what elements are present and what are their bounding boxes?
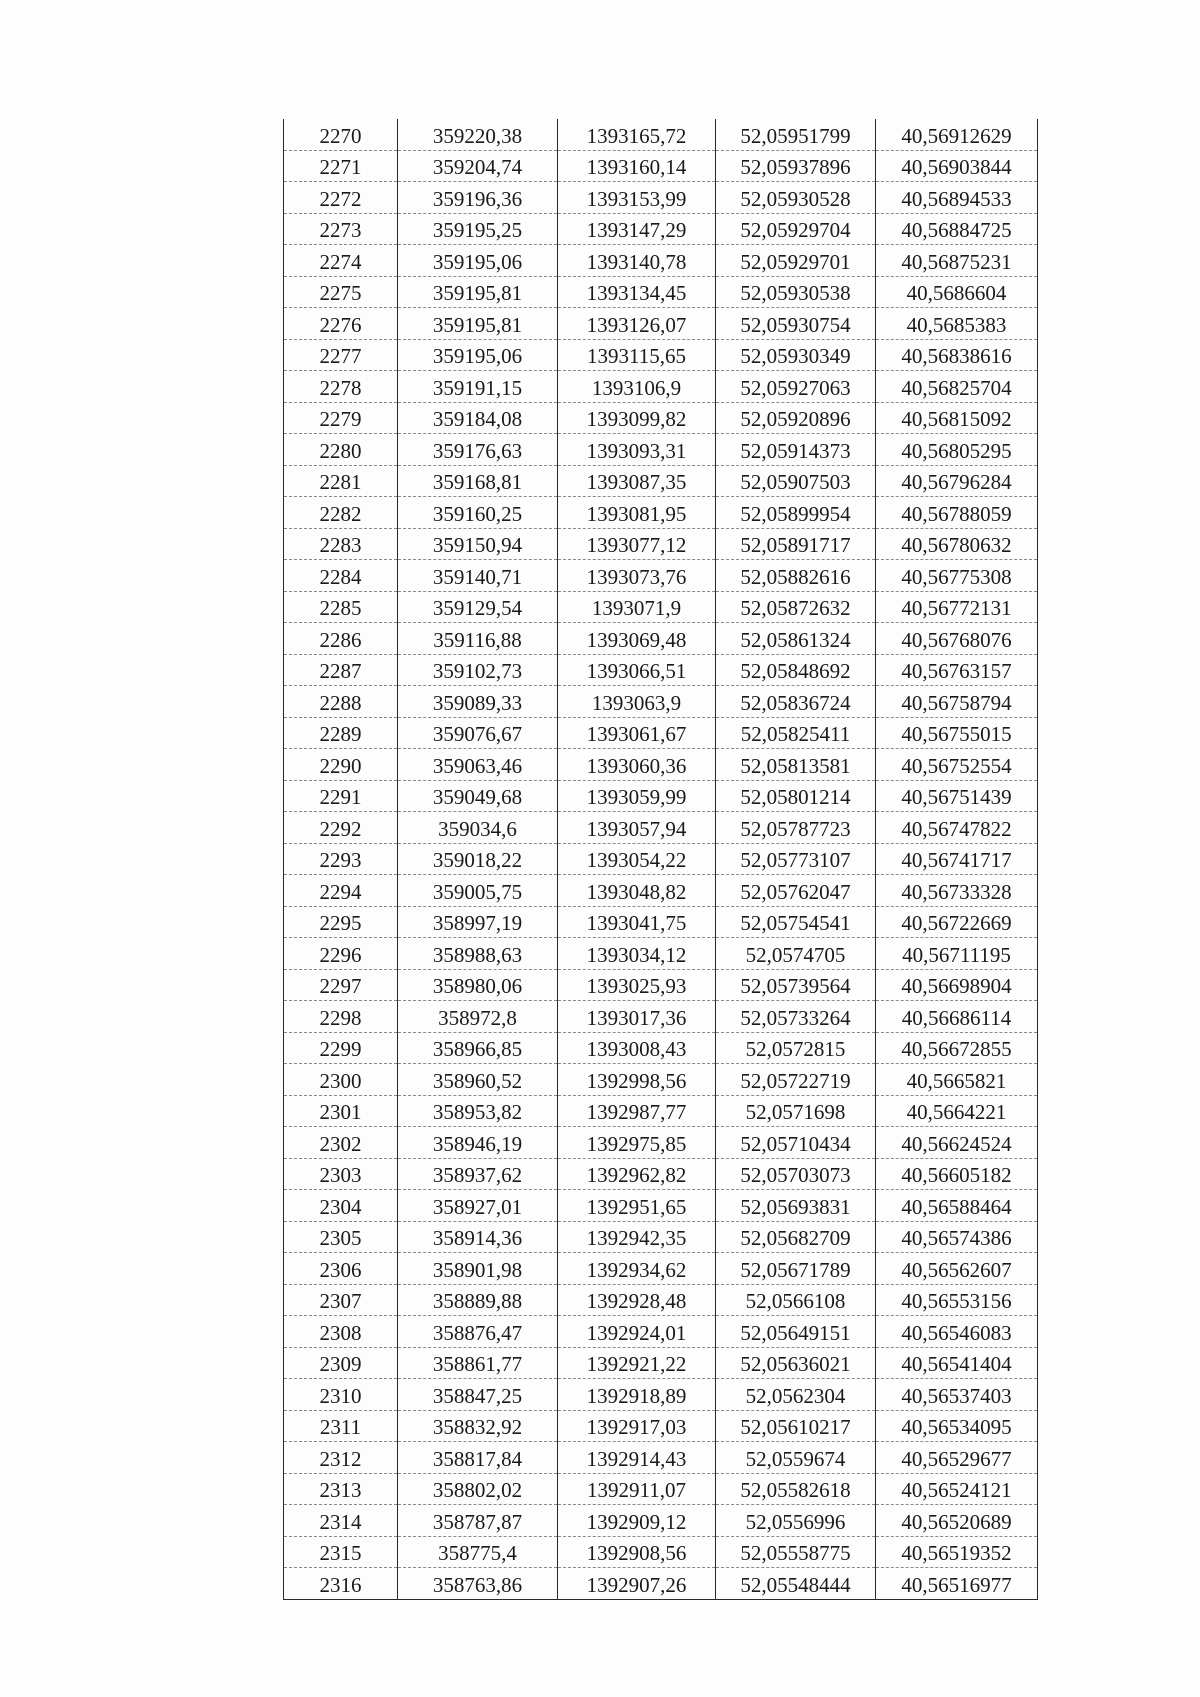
table-row	[284, 1536, 1038, 1568]
y-coordinate-cell: 1393153,99	[558, 182, 716, 214]
table-row	[284, 654, 1038, 686]
point-number-cell: 2312	[284, 1442, 398, 1474]
table-row	[284, 1410, 1038, 1442]
point-number-cell: 2281	[284, 465, 398, 497]
y-coordinate-cell: 1393077,12	[558, 528, 716, 560]
table-row	[284, 1442, 1038, 1474]
table-row	[284, 623, 1038, 655]
x-coordinate-cell: 358966,85	[398, 1032, 558, 1064]
x-coordinate-cell: 358847,25	[398, 1379, 558, 1411]
y-coordinate-cell: 1392914,43	[558, 1442, 716, 1474]
x-coordinate-cell: 359168,81	[398, 465, 558, 497]
latitude-cell: 52,05861324	[716, 623, 876, 655]
x-coordinate-cell: 359195,06	[398, 245, 558, 277]
point-number-cell: 2274	[284, 245, 398, 277]
point-number-cell: 2303	[284, 1158, 398, 1190]
point-number-cell: 2285	[284, 591, 398, 623]
table-row	[284, 1064, 1038, 1096]
latitude-cell: 52,05582618	[716, 1473, 876, 1505]
table-row	[284, 1379, 1038, 1411]
longitude-cell: 40,56541404	[876, 1347, 1038, 1379]
longitude-cell: 40,56747822	[876, 812, 1038, 844]
y-coordinate-cell: 1393066,51	[558, 654, 716, 686]
latitude-cell: 52,05636021	[716, 1347, 876, 1379]
longitude-cell: 40,56672855	[876, 1032, 1038, 1064]
point-number-cell: 2273	[284, 213, 398, 245]
y-coordinate-cell: 1393069,48	[558, 623, 716, 655]
table-row	[284, 906, 1038, 938]
longitude-cell: 40,5664221	[876, 1095, 1038, 1127]
table-row	[284, 182, 1038, 214]
point-number-cell: 2298	[284, 1001, 398, 1033]
table-row	[284, 1190, 1038, 1222]
point-number-cell: 2309	[284, 1347, 398, 1379]
point-number-cell: 2290	[284, 749, 398, 781]
x-coordinate-cell: 359204,74	[398, 150, 558, 182]
latitude-cell: 52,05930538	[716, 276, 876, 308]
longitude-cell: 40,5665821	[876, 1064, 1038, 1096]
latitude-cell: 52,05739564	[716, 969, 876, 1001]
table-row	[284, 749, 1038, 781]
x-coordinate-cell: 358901,98	[398, 1253, 558, 1285]
table-row	[284, 1568, 1038, 1600]
latitude-cell: 52,05813581	[716, 749, 876, 781]
point-number-cell: 2308	[284, 1316, 398, 1348]
longitude-cell: 40,56553156	[876, 1284, 1038, 1316]
table-row	[284, 843, 1038, 875]
latitude-cell: 52,0574705	[716, 938, 876, 970]
x-coordinate-cell: 359116,88	[398, 623, 558, 655]
latitude-cell: 52,05907503	[716, 465, 876, 497]
table-row	[284, 434, 1038, 466]
x-coordinate-cell: 358889,88	[398, 1284, 558, 1316]
x-coordinate-cell: 359195,81	[398, 276, 558, 308]
point-number-cell: 2292	[284, 812, 398, 844]
y-coordinate-cell: 1393025,93	[558, 969, 716, 1001]
x-coordinate-cell: 359150,94	[398, 528, 558, 560]
table-row	[284, 560, 1038, 592]
point-number-cell: 2294	[284, 875, 398, 907]
latitude-cell: 52,05548444	[716, 1568, 876, 1600]
table-row	[284, 1127, 1038, 1159]
point-number-cell: 2306	[284, 1253, 398, 1285]
latitude-cell: 52,05801214	[716, 780, 876, 812]
x-coordinate-cell: 358802,02	[398, 1473, 558, 1505]
longitude-cell: 40,56825704	[876, 371, 1038, 403]
latitude-cell: 52,05787723	[716, 812, 876, 844]
y-coordinate-cell: 1392909,12	[558, 1505, 716, 1537]
latitude-cell: 52,05930349	[716, 339, 876, 371]
y-coordinate-cell: 1393106,9	[558, 371, 716, 403]
x-coordinate-cell: 358953,82	[398, 1095, 558, 1127]
x-coordinate-cell: 358960,52	[398, 1064, 558, 1096]
y-coordinate-cell: 1393059,99	[558, 780, 716, 812]
table-row	[284, 465, 1038, 497]
longitude-cell: 40,56733328	[876, 875, 1038, 907]
table-row	[284, 1221, 1038, 1253]
latitude-cell: 52,05710434	[716, 1127, 876, 1159]
y-coordinate-cell: 1392942,35	[558, 1221, 716, 1253]
longitude-cell: 40,56741717	[876, 843, 1038, 875]
latitude-cell: 52,05762047	[716, 875, 876, 907]
latitude-cell: 52,05951799	[716, 119, 876, 150]
point-number-cell: 2301	[284, 1095, 398, 1127]
x-coordinate-cell: 358763,86	[398, 1568, 558, 1600]
latitude-cell: 52,05649151	[716, 1316, 876, 1348]
y-coordinate-cell: 1392928,48	[558, 1284, 716, 1316]
table-row	[284, 812, 1038, 844]
point-number-cell: 2305	[284, 1221, 398, 1253]
y-coordinate-cell: 1393041,75	[558, 906, 716, 938]
point-number-cell: 2287	[284, 654, 398, 686]
point-number-cell: 2271	[284, 150, 398, 182]
x-coordinate-cell: 358775,4	[398, 1536, 558, 1568]
table-row	[284, 119, 1038, 150]
x-coordinate-cell: 359049,68	[398, 780, 558, 812]
longitude-cell: 40,56763157	[876, 654, 1038, 686]
point-number-cell: 2275	[284, 276, 398, 308]
table-row	[284, 213, 1038, 245]
longitude-cell: 40,56758794	[876, 686, 1038, 718]
y-coordinate-cell: 1393115,65	[558, 339, 716, 371]
latitude-cell: 52,05914373	[716, 434, 876, 466]
longitude-cell: 40,56516977	[876, 1568, 1038, 1600]
latitude-cell: 52,05733264	[716, 1001, 876, 1033]
y-coordinate-cell: 1393087,35	[558, 465, 716, 497]
x-coordinate-cell: 358946,19	[398, 1127, 558, 1159]
latitude-cell: 52,05891717	[716, 528, 876, 560]
table-row	[284, 276, 1038, 308]
latitude-cell: 52,0572815	[716, 1032, 876, 1064]
y-coordinate-cell: 1393073,76	[558, 560, 716, 592]
table-row	[284, 1158, 1038, 1190]
x-coordinate-cell: 358787,87	[398, 1505, 558, 1537]
x-coordinate-cell: 359063,46	[398, 749, 558, 781]
x-coordinate-cell: 358861,77	[398, 1347, 558, 1379]
point-number-cell: 2293	[284, 843, 398, 875]
y-coordinate-cell: 1392998,56	[558, 1064, 716, 1096]
y-coordinate-cell: 1393017,36	[558, 1001, 716, 1033]
longitude-cell: 40,56775308	[876, 560, 1038, 592]
latitude-cell: 52,0566108	[716, 1284, 876, 1316]
y-coordinate-cell: 1393034,12	[558, 938, 716, 970]
longitude-cell: 40,56686114	[876, 1001, 1038, 1033]
longitude-cell: 40,56605182	[876, 1158, 1038, 1190]
longitude-cell: 40,56524121	[876, 1473, 1038, 1505]
latitude-cell: 52,05825411	[716, 717, 876, 749]
table-row	[284, 1473, 1038, 1505]
longitude-cell: 40,56698904	[876, 969, 1038, 1001]
latitude-cell: 52,05930754	[716, 308, 876, 340]
x-coordinate-cell: 359184,08	[398, 402, 558, 434]
table-row	[284, 780, 1038, 812]
table-row	[284, 1284, 1038, 1316]
longitude-cell: 40,56796284	[876, 465, 1038, 497]
y-coordinate-cell: 1393071,9	[558, 591, 716, 623]
latitude-cell: 52,05671789	[716, 1253, 876, 1285]
y-coordinate-cell: 1393057,94	[558, 812, 716, 844]
latitude-cell: 52,0556996	[716, 1505, 876, 1537]
longitude-cell: 40,56529677	[876, 1442, 1038, 1474]
point-number-cell: 2282	[284, 497, 398, 529]
y-coordinate-cell: 1393061,67	[558, 717, 716, 749]
y-coordinate-cell: 1392962,82	[558, 1158, 716, 1190]
longitude-cell: 40,56588464	[876, 1190, 1038, 1222]
x-coordinate-cell: 358876,47	[398, 1316, 558, 1348]
longitude-cell: 40,56624524	[876, 1127, 1038, 1159]
table-row	[284, 339, 1038, 371]
x-coordinate-cell: 359195,81	[398, 308, 558, 340]
x-coordinate-cell: 359018,22	[398, 843, 558, 875]
y-coordinate-cell: 1393063,9	[558, 686, 716, 718]
point-number-cell: 2289	[284, 717, 398, 749]
point-number-cell: 2279	[284, 402, 398, 434]
x-coordinate-cell: 359176,63	[398, 434, 558, 466]
point-number-cell: 2311	[284, 1410, 398, 1442]
point-number-cell: 2296	[284, 938, 398, 970]
y-coordinate-cell: 1392911,07	[558, 1473, 716, 1505]
x-coordinate-cell: 359140,71	[398, 560, 558, 592]
longitude-cell: 40,56912629	[876, 119, 1038, 150]
latitude-cell: 52,05836724	[716, 686, 876, 718]
latitude-cell: 52,0559674	[716, 1442, 876, 1474]
table-row	[284, 150, 1038, 182]
point-number-cell: 2278	[284, 371, 398, 403]
point-number-cell: 2291	[284, 780, 398, 812]
x-coordinate-cell: 358914,36	[398, 1221, 558, 1253]
latitude-cell: 52,05773107	[716, 843, 876, 875]
table-row	[284, 1253, 1038, 1285]
latitude-cell: 52,05929704	[716, 213, 876, 245]
longitude-cell: 40,5686604	[876, 276, 1038, 308]
y-coordinate-cell: 1393060,36	[558, 749, 716, 781]
y-coordinate-cell: 1393126,07	[558, 308, 716, 340]
point-number-cell: 2295	[284, 906, 398, 938]
y-coordinate-cell: 1392917,03	[558, 1410, 716, 1442]
coordinates-table	[283, 119, 1038, 1600]
point-number-cell: 2272	[284, 182, 398, 214]
x-coordinate-cell: 358997,19	[398, 906, 558, 938]
longitude-cell: 40,56751439	[876, 780, 1038, 812]
x-coordinate-cell: 359196,36	[398, 182, 558, 214]
y-coordinate-cell: 1392934,62	[558, 1253, 716, 1285]
x-coordinate-cell: 358980,06	[398, 969, 558, 1001]
latitude-cell: 52,05882616	[716, 560, 876, 592]
point-number-cell: 2304	[284, 1190, 398, 1222]
latitude-cell: 52,05872632	[716, 591, 876, 623]
longitude-cell: 40,5685383	[876, 308, 1038, 340]
latitude-cell: 52,05937896	[716, 150, 876, 182]
x-coordinate-cell: 358817,84	[398, 1442, 558, 1474]
longitude-cell: 40,56574386	[876, 1221, 1038, 1253]
longitude-cell: 40,56894533	[876, 182, 1038, 214]
point-number-cell: 2313	[284, 1473, 398, 1505]
latitude-cell: 52,05682709	[716, 1221, 876, 1253]
y-coordinate-cell: 1392908,56	[558, 1536, 716, 1568]
y-coordinate-cell: 1393160,14	[558, 150, 716, 182]
longitude-cell: 40,56519352	[876, 1536, 1038, 1568]
y-coordinate-cell: 1393147,29	[558, 213, 716, 245]
latitude-cell: 52,05920896	[716, 402, 876, 434]
table-row	[284, 308, 1038, 340]
table-row	[284, 1347, 1038, 1379]
latitude-cell: 52,0562304	[716, 1379, 876, 1411]
y-coordinate-cell: 1393048,82	[558, 875, 716, 907]
latitude-cell: 52,05693831	[716, 1190, 876, 1222]
y-coordinate-cell: 1392951,65	[558, 1190, 716, 1222]
table-row	[284, 1316, 1038, 1348]
y-coordinate-cell: 1393099,82	[558, 402, 716, 434]
x-coordinate-cell: 358937,62	[398, 1158, 558, 1190]
latitude-cell: 52,0571698	[716, 1095, 876, 1127]
longitude-cell: 40,56546083	[876, 1316, 1038, 1348]
x-coordinate-cell: 358988,63	[398, 938, 558, 970]
point-number-cell: 2316	[284, 1568, 398, 1600]
latitude-cell: 52,05848692	[716, 654, 876, 686]
x-coordinate-cell: 359220,38	[398, 119, 558, 150]
longitude-cell: 40,56722669	[876, 906, 1038, 938]
point-number-cell: 2283	[284, 528, 398, 560]
table-row	[284, 1095, 1038, 1127]
x-coordinate-cell: 358927,01	[398, 1190, 558, 1222]
table-row	[284, 969, 1038, 1001]
point-number-cell: 2277	[284, 339, 398, 371]
table-row	[284, 686, 1038, 718]
y-coordinate-cell: 1392921,22	[558, 1347, 716, 1379]
x-coordinate-cell: 358832,92	[398, 1410, 558, 1442]
x-coordinate-cell: 359195,06	[398, 339, 558, 371]
y-coordinate-cell: 1393134,45	[558, 276, 716, 308]
latitude-cell: 52,05927063	[716, 371, 876, 403]
longitude-cell: 40,56875231	[876, 245, 1038, 277]
y-coordinate-cell: 1392918,89	[558, 1379, 716, 1411]
x-coordinate-cell: 359191,15	[398, 371, 558, 403]
table-row	[284, 717, 1038, 749]
longitude-cell: 40,56780632	[876, 528, 1038, 560]
longitude-cell: 40,56537403	[876, 1379, 1038, 1411]
latitude-cell: 52,05703073	[716, 1158, 876, 1190]
point-number-cell: 2300	[284, 1064, 398, 1096]
longitude-cell: 40,56772131	[876, 591, 1038, 623]
longitude-cell: 40,56562607	[876, 1253, 1038, 1285]
y-coordinate-cell: 1393140,78	[558, 245, 716, 277]
x-coordinate-cell: 359089,33	[398, 686, 558, 718]
point-number-cell: 2288	[284, 686, 398, 718]
point-number-cell: 2280	[284, 434, 398, 466]
longitude-cell: 40,56805295	[876, 434, 1038, 466]
table-row	[284, 528, 1038, 560]
point-number-cell: 2299	[284, 1032, 398, 1064]
table-row	[284, 371, 1038, 403]
y-coordinate-cell: 1393054,22	[558, 843, 716, 875]
table-row	[284, 402, 1038, 434]
point-number-cell: 2297	[284, 969, 398, 1001]
y-coordinate-cell: 1392987,77	[558, 1095, 716, 1127]
table-row	[284, 938, 1038, 970]
y-coordinate-cell: 1393165,72	[558, 119, 716, 150]
x-coordinate-cell: 359102,73	[398, 654, 558, 686]
longitude-cell: 40,56768076	[876, 623, 1038, 655]
x-coordinate-cell: 359005,75	[398, 875, 558, 907]
table-row	[284, 875, 1038, 907]
point-number-cell: 2276	[284, 308, 398, 340]
y-coordinate-cell: 1392924,01	[558, 1316, 716, 1348]
x-coordinate-cell: 359160,25	[398, 497, 558, 529]
point-number-cell: 2270	[284, 119, 398, 150]
x-coordinate-cell: 359076,67	[398, 717, 558, 749]
longitude-cell: 40,56534095	[876, 1410, 1038, 1442]
point-number-cell: 2310	[284, 1379, 398, 1411]
y-coordinate-cell: 1393093,31	[558, 434, 716, 466]
table-row	[284, 1032, 1038, 1064]
x-coordinate-cell: 359034,6	[398, 812, 558, 844]
latitude-cell: 52,05722719	[716, 1064, 876, 1096]
longitude-cell: 40,56903844	[876, 150, 1038, 182]
x-coordinate-cell: 358972,8	[398, 1001, 558, 1033]
x-coordinate-cell: 359195,25	[398, 213, 558, 245]
point-number-cell: 2307	[284, 1284, 398, 1316]
point-number-cell: 2302	[284, 1127, 398, 1159]
table-row	[284, 1001, 1038, 1033]
point-number-cell: 2314	[284, 1505, 398, 1537]
y-coordinate-cell: 1392907,26	[558, 1568, 716, 1600]
table-row	[284, 497, 1038, 529]
coordinates-table-body	[284, 119, 1038, 1599]
table-row	[284, 1505, 1038, 1537]
y-coordinate-cell: 1392975,85	[558, 1127, 716, 1159]
x-coordinate-cell: 359129,54	[398, 591, 558, 623]
longitude-cell: 40,56838616	[876, 339, 1038, 371]
point-number-cell: 2284	[284, 560, 398, 592]
table-row	[284, 591, 1038, 623]
table-row	[284, 245, 1038, 277]
latitude-cell: 52,05929701	[716, 245, 876, 277]
latitude-cell: 52,05610217	[716, 1410, 876, 1442]
latitude-cell: 52,05899954	[716, 497, 876, 529]
y-coordinate-cell: 1393081,95	[558, 497, 716, 529]
longitude-cell: 40,56711195	[876, 938, 1038, 970]
longitude-cell: 40,56752554	[876, 749, 1038, 781]
latitude-cell: 52,05558775	[716, 1536, 876, 1568]
longitude-cell: 40,56788059	[876, 497, 1038, 529]
point-number-cell: 2286	[284, 623, 398, 655]
y-coordinate-cell: 1393008,43	[558, 1032, 716, 1064]
longitude-cell: 40,56755015	[876, 717, 1038, 749]
latitude-cell: 52,05754541	[716, 906, 876, 938]
longitude-cell: 40,56884725	[876, 213, 1038, 245]
longitude-cell: 40,56520689	[876, 1505, 1038, 1537]
longitude-cell: 40,56815092	[876, 402, 1038, 434]
latitude-cell: 52,05930528	[716, 182, 876, 214]
point-number-cell: 2315	[284, 1536, 398, 1568]
